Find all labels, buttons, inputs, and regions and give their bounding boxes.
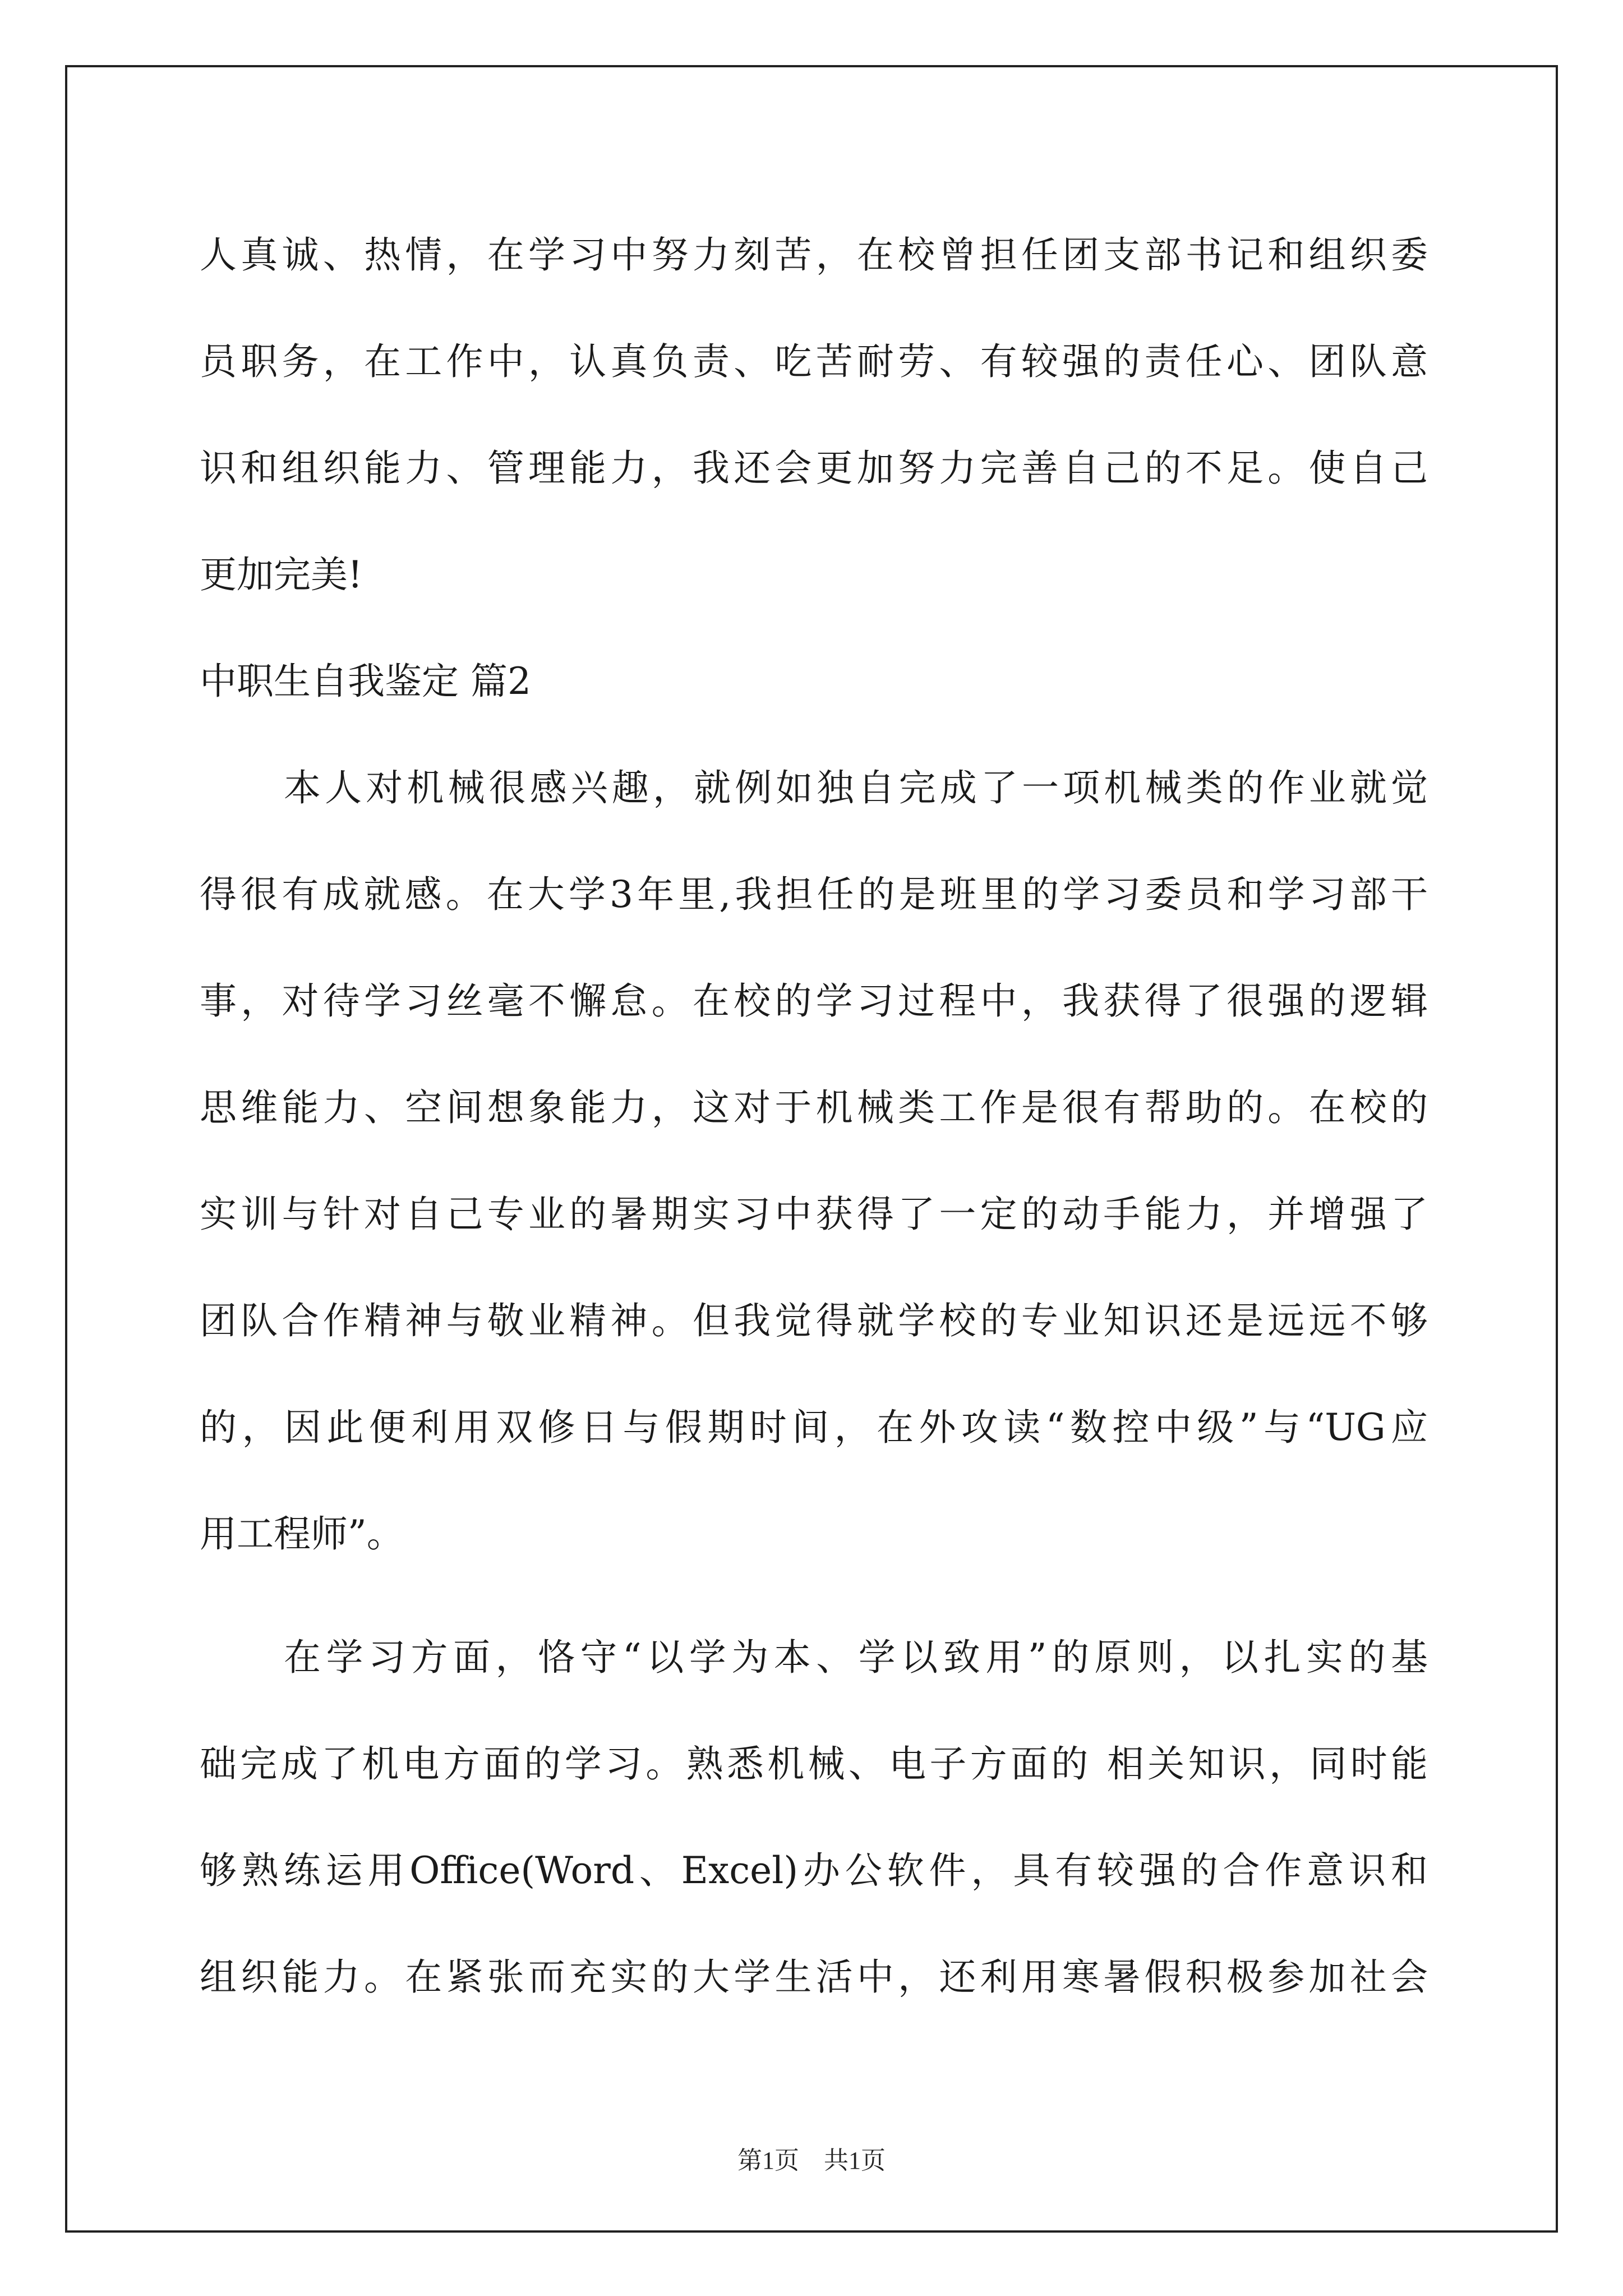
document-body <box>200 202 1428 2031</box>
paragraph-2 <box>200 735 1428 1588</box>
text-line: 础完成了机电方面的学习。熟悉机械、电子方面的 相关知识，同时能 <box>200 1742 1428 1786</box>
text-line: 团队合作精神与敬业精神。但我觉得就学校的专业知识还是远远不够 <box>200 1299 1428 1342</box>
text-line: 识和组织能力、管理能力，我还会更加努力完善自己的不足。使自己 <box>200 447 1428 490</box>
text-line: 实训与针对自己专业的暑期实习中获得了一定的动手能力，并增强了 <box>200 1193 1428 1236</box>
paragraph-spacing <box>200 1588 1428 1604</box>
text-line: 在学习方面，恪守“以学为本、学以致用”的原则，以扎实的基 <box>284 1636 1428 1679</box>
text-line: 够熟练运用Office(Word、Excel)办公软件，具有较强的合作意识和 <box>200 1849 1428 1892</box>
text-line: 本人对机械很感兴趣，就例如独自完成了一项机械类的作业就觉 <box>284 766 1428 809</box>
text-line: 员职务，在工作中，认真负责、吃苦耐劳、有较强的责任心、团队意 <box>200 340 1428 383</box>
paragraph-1 <box>200 202 1428 628</box>
text-line: 的，因此便利用双修日与假期时间，在外攻读“数控中级”与“UG应 <box>200 1406 1428 1449</box>
text-line: 用工程师”。 <box>200 1512 404 1556</box>
text-line: 组织能力。在紧张而充实的大学生活中，还利用寒暑假积极参加社会 <box>200 1955 1428 1999</box>
section-heading: 中职生自我鉴定 篇2 <box>200 660 531 703</box>
text-line: 更加完美! <box>200 553 363 596</box>
text-line: 思维能力、空间想象能力，这对于机械类工作是很有帮助的。在校的 <box>200 1086 1428 1129</box>
text-line: 事，对待学习丝毫不懈怠。在校的学习过程中，我获得了很强的逻辑 <box>200 979 1428 1023</box>
paragraph-3 <box>200 1604 1428 2031</box>
text-line: 得很有成就感。在大学3年里,我担任的是班里的学习委员和学习部干 <box>200 873 1428 916</box>
page-footer: 第1页 共1页 <box>737 2147 886 2174</box>
text-line: 人真诚、热情，在学习中努力刻苦，在校曾担任团支部书记和组织委 <box>200 233 1428 277</box>
